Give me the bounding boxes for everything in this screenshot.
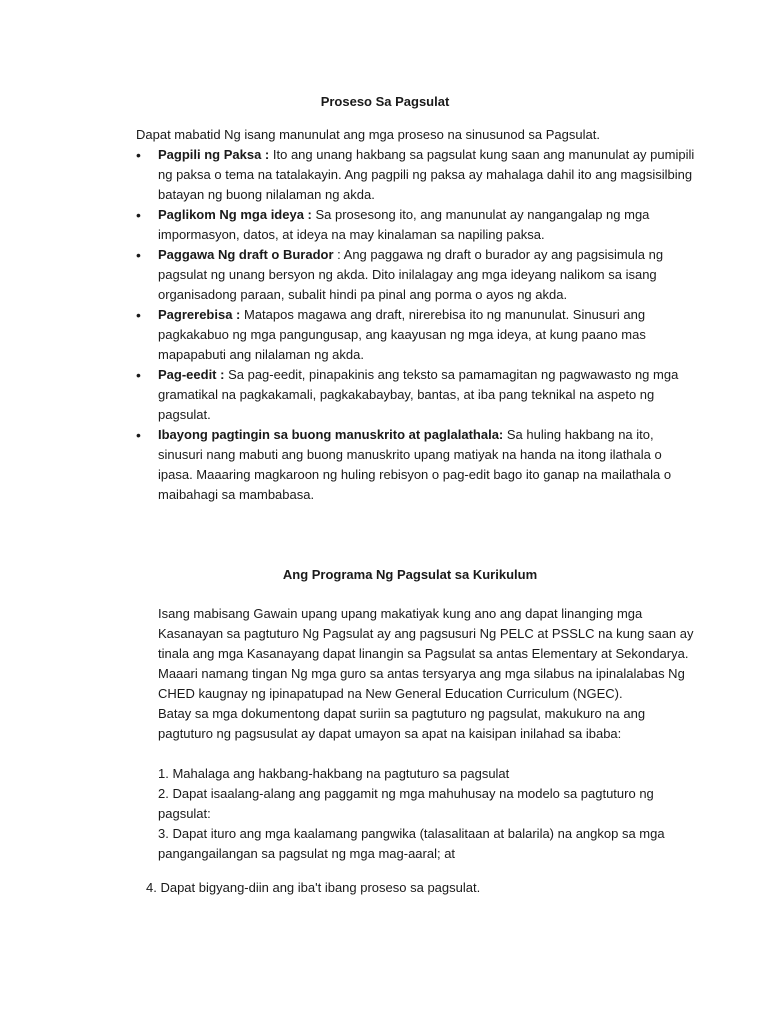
section-title-proseso: Proseso Sa Pagsulat [320,94,450,109]
list-item: • Pagpili ng Paksa : Ito ang unang hakbang sa pagsulat kung saan ang manunulat ay pumipili ng paksa o tema na tatalakayin. Ang pagpili ng paksa ay mahalaga dahil ito ang magsisilbing batayan ng buong nilalaman ng akda. [136,147,695,202]
section-title-programa: Ang Programa Ng Pagsulat sa Kurikulum [282,567,538,582]
numbered-list [158,764,698,864]
process-list [136,145,696,505]
list-item: 1. Mahalaga ang hakbang-hakbang na pagtuturo sa pagsulat [158,766,510,781]
bullet-icon: • [136,247,141,263]
list-item: • Pag-eedit : Sa pag-eedit, pinapakinis ang teksto sa pamamagitan ng pagwawasto ng mga gramatikal na pagkakamali, pagkakabaybay, bantas, at iba pang teknikal na aspeto ng pagsulat. [136,367,679,422]
bullet-icon: • [136,427,141,443]
list-item: 3. Dapat ituro ang mga kaalamang pangwika (talasalitaan at balarila) na angkop sa mga pangangailangan sa pagsulat ng mga mag-aaral; at [158,826,665,861]
bullet-icon: • [136,147,141,163]
paragraph-programa-1: Isang mabisang Gawain upang upang makatiyak kung ano ang dapat linanging mga Kasanayan sa pagtuturo Ng Pagsulat ay ang pagsusuri Ng PELC at PSSLC na kung saan ay tinala ang mga Kasanayang dapat linangin sa Pagsulat sa antas Elementary at Sekondarya. Maaari namang tingan Ng mga guro sa antas tersyarya ang mga silabus na ipinalalabas Ng CHED kaugnay ng ipinapatupad na New General Education Curriculum (NGEC). [158,606,694,701]
list-item: 2. Dapat isaalang-alang ang paggamit ng mga mahuhusay na modelo sa pagtuturo ng pagsulat: [158,786,654,821]
intro-text: Dapat mabatid Ng isang manunulat ang mga proseso na sinusunod sa Pagsulat. [136,127,600,142]
list-item: • Pagrerebisa : Matapos magawa ang draft, nirerebisa ito ng manunulat. Sinusuri ang pagkakabuo ng mga pangungusap, ang kaayusan ng mga ideya, at kung paano mas mapapabuti ang nilalaman ng akda. [136,307,646,362]
paragraph-programa-2: Batay sa mga dokumentong dapat suriin sa pagtuturo ng pagsulat, makukuro na ang pagtuturo ng pagsusulat ay dapat umayon sa apat na kaisipan inilahad sa ibaba: [158,706,646,741]
numbered-item-4: 4. Dapat bigyang-diin ang iba't ibang proseso sa pagsulat. [146,880,481,895]
list-item: • Paggawa Ng draft o Burador : Ang paggawa ng draft o burador ay ang pagsisimula ng pagsulat ng unang bersyon ng akda. Dito inilalagay ang mga ideyang nalikom sa isang organisadong paraan, subalit hindi pa pinal ang porma o ayos ng akda. [136,247,664,302]
list-item: • Paglikom Ng mga ideya : Sa prosesong ito, ang manunulat ay nangangalap ng mga impormasyon, datos, at ideya na may kinalaman sa napiling paksa. [136,207,650,242]
bullet-icon: • [136,307,141,323]
list-item: • Ibayong pagtingin sa buong manuskrito at paglalathala: Sa huling hakbang na ito, sinusuri nang mabuti ang buong manuskrito upang matiyak na handa na itong ilathala o ipasa. Maaaring magkaroon ng huling rebisyon o pag-edit bago ito ganap na mailathala o maibahagi sa mambabasa. [136,427,672,502]
bullet-icon: • [136,367,141,383]
bullet-icon: • [136,207,141,223]
